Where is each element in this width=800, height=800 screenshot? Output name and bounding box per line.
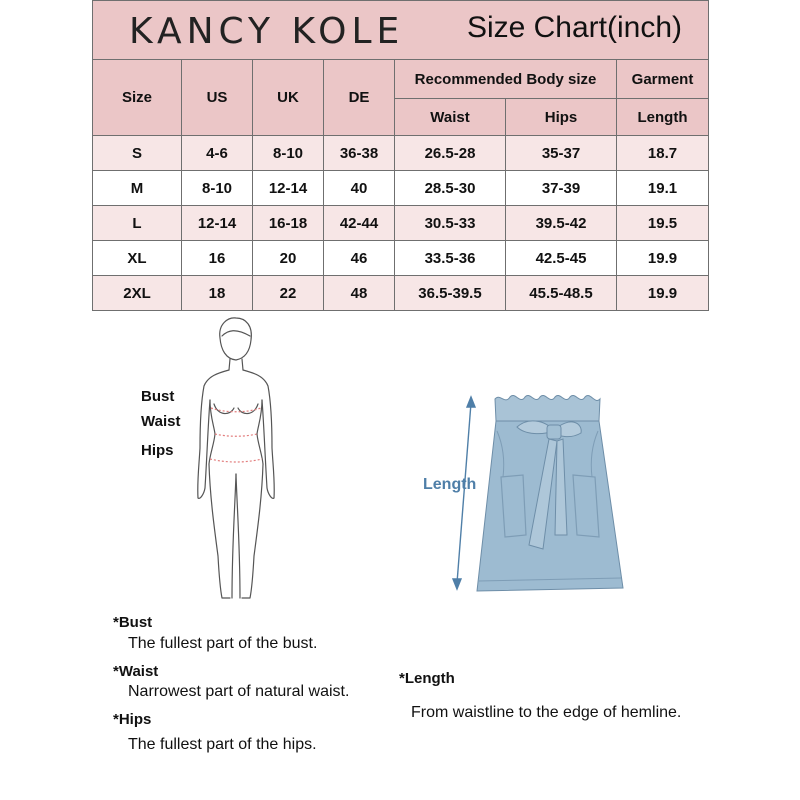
cell-hips: 45.5-48.5: [506, 276, 617, 311]
note-bust-desc: The fullest part of the bust.: [128, 635, 318, 652]
cell-uk: 16-18: [253, 206, 324, 241]
body-label-hips: Hips: [141, 442, 174, 459]
cell-hips: 39.5-42: [506, 206, 617, 241]
body-silhouette-figure: [180, 316, 290, 606]
table-row: [93, 136, 709, 171]
cell-de: 36-38: [324, 136, 395, 171]
skirt-illustration: [405, 385, 655, 605]
table-row: [93, 276, 709, 311]
cell-size: XL: [93, 241, 182, 276]
body-label-waist: Waist: [141, 413, 181, 430]
note-hips-term: *Hips: [113, 711, 152, 728]
header-garment-group: Garment: [617, 60, 709, 99]
brand-header: [93, 1, 709, 60]
cell-length: 19.1: [617, 171, 709, 206]
cell-us: 16: [182, 241, 253, 276]
cell-uk: 8-10: [253, 136, 324, 171]
skirt-length-label: Length: [423, 476, 477, 493]
table-row: [93, 241, 709, 276]
cell-hips: 42.5-45: [506, 241, 617, 276]
note-hips-desc: The fullest part of the hips.: [128, 736, 317, 753]
header-us: US: [182, 60, 253, 136]
header-body-size-group: Recommended Body size: [395, 60, 617, 99]
cell-length: 18.7: [617, 136, 709, 171]
header-waist: Waist: [395, 99, 506, 136]
cell-uk: 22: [253, 276, 324, 311]
brand-name: KANCY KOLE: [129, 11, 405, 52]
cell-length: 19.9: [617, 241, 709, 276]
header-hips: Hips: [506, 99, 617, 136]
cell-hips: 35-37: [506, 136, 617, 171]
cell-waist: 28.5-30: [395, 171, 506, 206]
cell-waist: 26.5-28: [395, 136, 506, 171]
cell-de: 42-44: [324, 206, 395, 241]
body-label-bust: Bust: [141, 388, 175, 405]
header-size: Size: [93, 60, 182, 136]
chart-title: Size Chart(inch): [466, 11, 683, 44]
note-bust-term: *Bust: [113, 614, 153, 631]
note-waist-term: *Waist: [113, 663, 159, 680]
cell-us: 8-10: [182, 171, 253, 206]
cell-length: 19.9: [617, 276, 709, 311]
header-length: Length: [617, 99, 709, 136]
cell-waist: 33.5-36: [395, 241, 506, 276]
table-row: [93, 206, 709, 241]
cell-uk: 12-14: [253, 171, 324, 206]
cell-length: 19.5: [617, 206, 709, 241]
header-de: DE: [324, 60, 395, 136]
header-uk: UK: [253, 60, 324, 136]
note-waist-desc: Narrowest part of natural waist.: [128, 683, 350, 700]
note-length-desc: From waistline to the edge of hemline.: [411, 704, 682, 721]
cell-us: 12-14: [182, 206, 253, 241]
cell-de: 40: [324, 171, 395, 206]
cell-size: 2XL: [93, 276, 182, 311]
cell-de: 46: [324, 241, 395, 276]
cell-us: 4-6: [182, 136, 253, 171]
cell-waist: 36.5-39.5: [395, 276, 506, 311]
cell-hips: 37-39: [506, 171, 617, 206]
cell-us: 18: [182, 276, 253, 311]
cell-de: 48: [324, 276, 395, 311]
cell-size: L: [93, 206, 182, 241]
cell-uk: 20: [253, 241, 324, 276]
cell-size: M: [93, 171, 182, 206]
cell-waist: 30.5-33: [395, 206, 506, 241]
table-row: [93, 171, 709, 206]
note-length-term: *Length: [399, 670, 455, 687]
size-chart-table: [92, 0, 708, 312]
cell-size: S: [93, 136, 182, 171]
